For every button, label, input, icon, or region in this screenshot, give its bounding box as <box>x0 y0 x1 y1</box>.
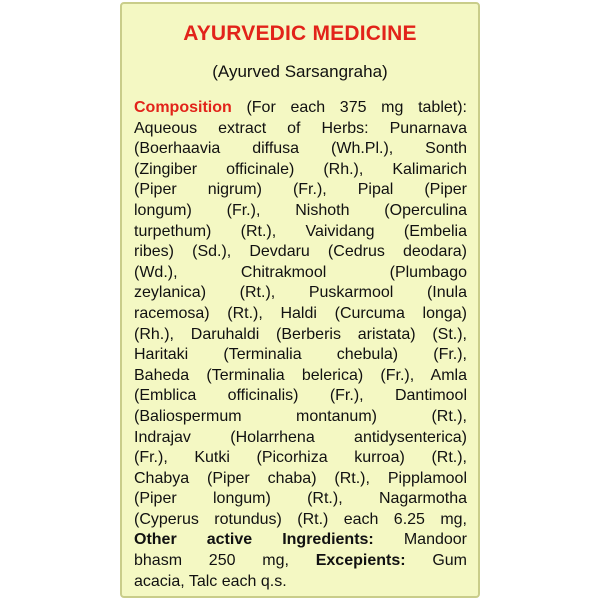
composition-line: Indrajav (Holarrhena antidysenterica) <box>134 428 467 446</box>
composition-line: (Piper longum) (Rt.), Nagarmotha <box>134 490 467 508</box>
excipients-line <box>134 551 467 572</box>
composition-line: (Rh.), Daruhaldi (Berberis aristata) (St.), <box>134 325 467 343</box>
composition-line: (Boerhaavia diffusa (Wh.Pl.), Sonth <box>134 140 467 158</box>
excipients-label: Excepients: <box>315 552 406 570</box>
medicine-label-panel <box>120 2 480 598</box>
composition-line: longum) (Fr.), Nishoth (Operculina <box>134 201 467 219</box>
composition-line: (Zingiber officinale) (Rh.), Kalimarich <box>134 160 467 178</box>
other-ingredients-value: Mandoor <box>373 531 467 549</box>
composition-line: turpethum) (Rt.), Vaividang (Embelia <box>134 222 467 240</box>
product-subtitle: (Ayurved Sarsangraha) <box>212 62 388 81</box>
composition-line: ribes) (Sd.), Devdaru (Cedrus deodara) <box>134 243 467 261</box>
composition-line: Haritaki (Terminalia chebula) (Fr.), <box>134 346 467 364</box>
composition-line: Aqueous extract of Herbs: Punarnava <box>134 119 467 137</box>
composition-line: (Baliospermum montanum) (Rt.), <box>134 407 467 425</box>
composition-line: Chabya (Piper chaba) (Rt.), Pipplamool <box>134 469 467 487</box>
bhasm-text: bhasm 250 mg, <box>134 552 316 570</box>
composition-line: (Piper nigrum) (Fr.), Pipal (Piper <box>134 181 467 199</box>
product-title: AYURVEDIC MEDICINE <box>183 22 417 45</box>
composition-line: (Emblica officinalis) (Fr.), Dantimool <box>134 387 467 405</box>
composition-text <box>134 98 467 592</box>
final-line: acacia, Talc each q.s. <box>134 572 287 590</box>
composition-line: racemosa) (Rt.), Haldi (Curcuma longa) <box>134 304 467 322</box>
composition-line: Baheda (Terminalia belerica) (Fr.), Amla <box>134 366 467 384</box>
composition-line: (Fr.), Kutki (Picorhiza kurroa) (Rt.), <box>134 449 467 467</box>
other-ingredients-line <box>134 530 467 551</box>
composition-line: zeylanica) (Rt.), Puskarmool (Inula <box>134 284 467 302</box>
excipients-value: Gum <box>405 552 467 570</box>
composition-heading-detail: (For each 375 mg tablet): <box>231 99 467 116</box>
composition-line: (Cyperus rotundus) (Rt.) each 6.25 mg, <box>134 510 467 528</box>
composition-heading: Composition <box>134 99 232 116</box>
composition-line: (Wd.), Chitrakmool (Plumbago <box>134 263 467 281</box>
composition-heading-line <box>134 98 467 119</box>
other-ingredients-label: Other active Ingredients: <box>134 531 374 549</box>
